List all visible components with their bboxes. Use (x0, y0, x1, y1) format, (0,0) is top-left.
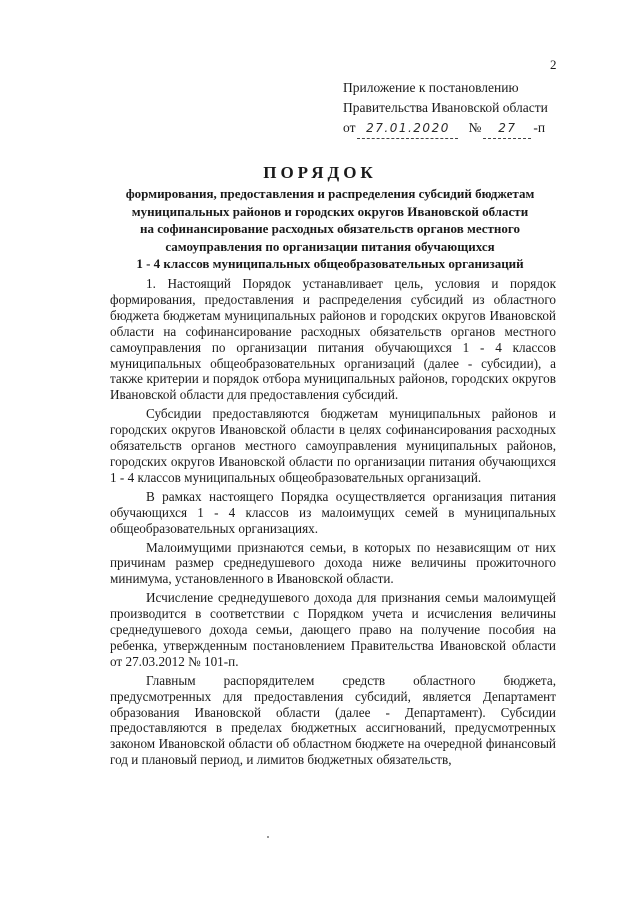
number-suffix: -п (533, 120, 546, 135)
appendix-line-2: Правительства Ивановской области (343, 100, 548, 115)
subtitle-line: самоуправления по организации питания обучающихся (165, 238, 495, 254)
paragraph: 1. Настоящий Порядок устанавливает цель, условия и порядок формирования, предоставления и распределения субсидий из областного бюджета бюджетам муниципальных районов и городских округов Ивановской области на софинансирование расходных обязательств органов местного самоуправления по организации питания обучающихся 1 - 4 классов муниципальных общеобразовательных организаций (далее - субсидии), а также критерии и порядок отбора муниципальных районов, городских округов Ивановской области для предоставления субсидий. (110, 276, 556, 403)
appendix-header (343, 78, 548, 139)
page-number: 2 (550, 57, 557, 72)
handwritten-date: 27.01.2020 (357, 118, 458, 139)
appendix-date-number-row (343, 118, 548, 139)
document-subtitle (100, 185, 560, 273)
subtitle-line: формирования, предоставления и распределения субсидий бюджетам (125, 186, 535, 201)
subtitle-line: на софинансирование расходных обязательств органов местного (139, 221, 520, 236)
paragraph: В рамках настоящего Порядка осуществляется организация питания обучающихся 1 - 4 классов из малоимущих семей в муниципальных общеобразовательных организациях. (110, 488, 556, 536)
document-title: ПОРЯДОК (263, 163, 377, 182)
appendix-line-1: Приложение к постановлению (343, 80, 519, 95)
handwritten-number: 27 (483, 118, 531, 139)
scan-speck (267, 836, 269, 838)
number-label: № (468, 120, 482, 135)
from-label: от (343, 120, 356, 135)
paragraph: Субсидии предоставляются бюджетам муниципальных районов и городских округов Ивановской области в целях софинансирования расходных обязательств органов местного самоуправления муниципальных районов, городских округов Ивановской области по организации питания обучающихся 1 - 4 классов муниципальных общеобразовательных организаций. (110, 406, 556, 485)
subtitle-line: муниципальных районов и городских округов Ивановской области (131, 203, 529, 219)
paragraph: Главным распорядителем средств областного бюджета, предусмотренных для предоставления субсидий, является Департамент образования Ивановской области (далее - Департамент). Субсидии предоставляются в пределах бюджетных ассигнований, предусмотренных законом Ивановской области об областном бюджете на очередной финансовый год и плановый период, и лимитов бюджетных обязательств, (110, 672, 556, 768)
subtitle-line: 1 - 4 классов муниципальных общеобразовательных организаций (136, 256, 524, 271)
document-body (110, 276, 556, 768)
paragraph: Исчисление среднедушевого дохода для признания семьи малоимущей производится в соответствии с Порядком учета и исчисления величины среднедушевого дохода семьи, дающего право на получение пособия на ребенка, утвержденным постановлением Правительства Ивановской области от 27.03.2012 № 101-п. (110, 590, 556, 669)
paragraph: Малоимущими признаются семьи, в которых по независящим от них причинам размер среднедушевого дохода ниже величины прожиточного минимума, установленного в Ивановской области. (110, 539, 556, 587)
